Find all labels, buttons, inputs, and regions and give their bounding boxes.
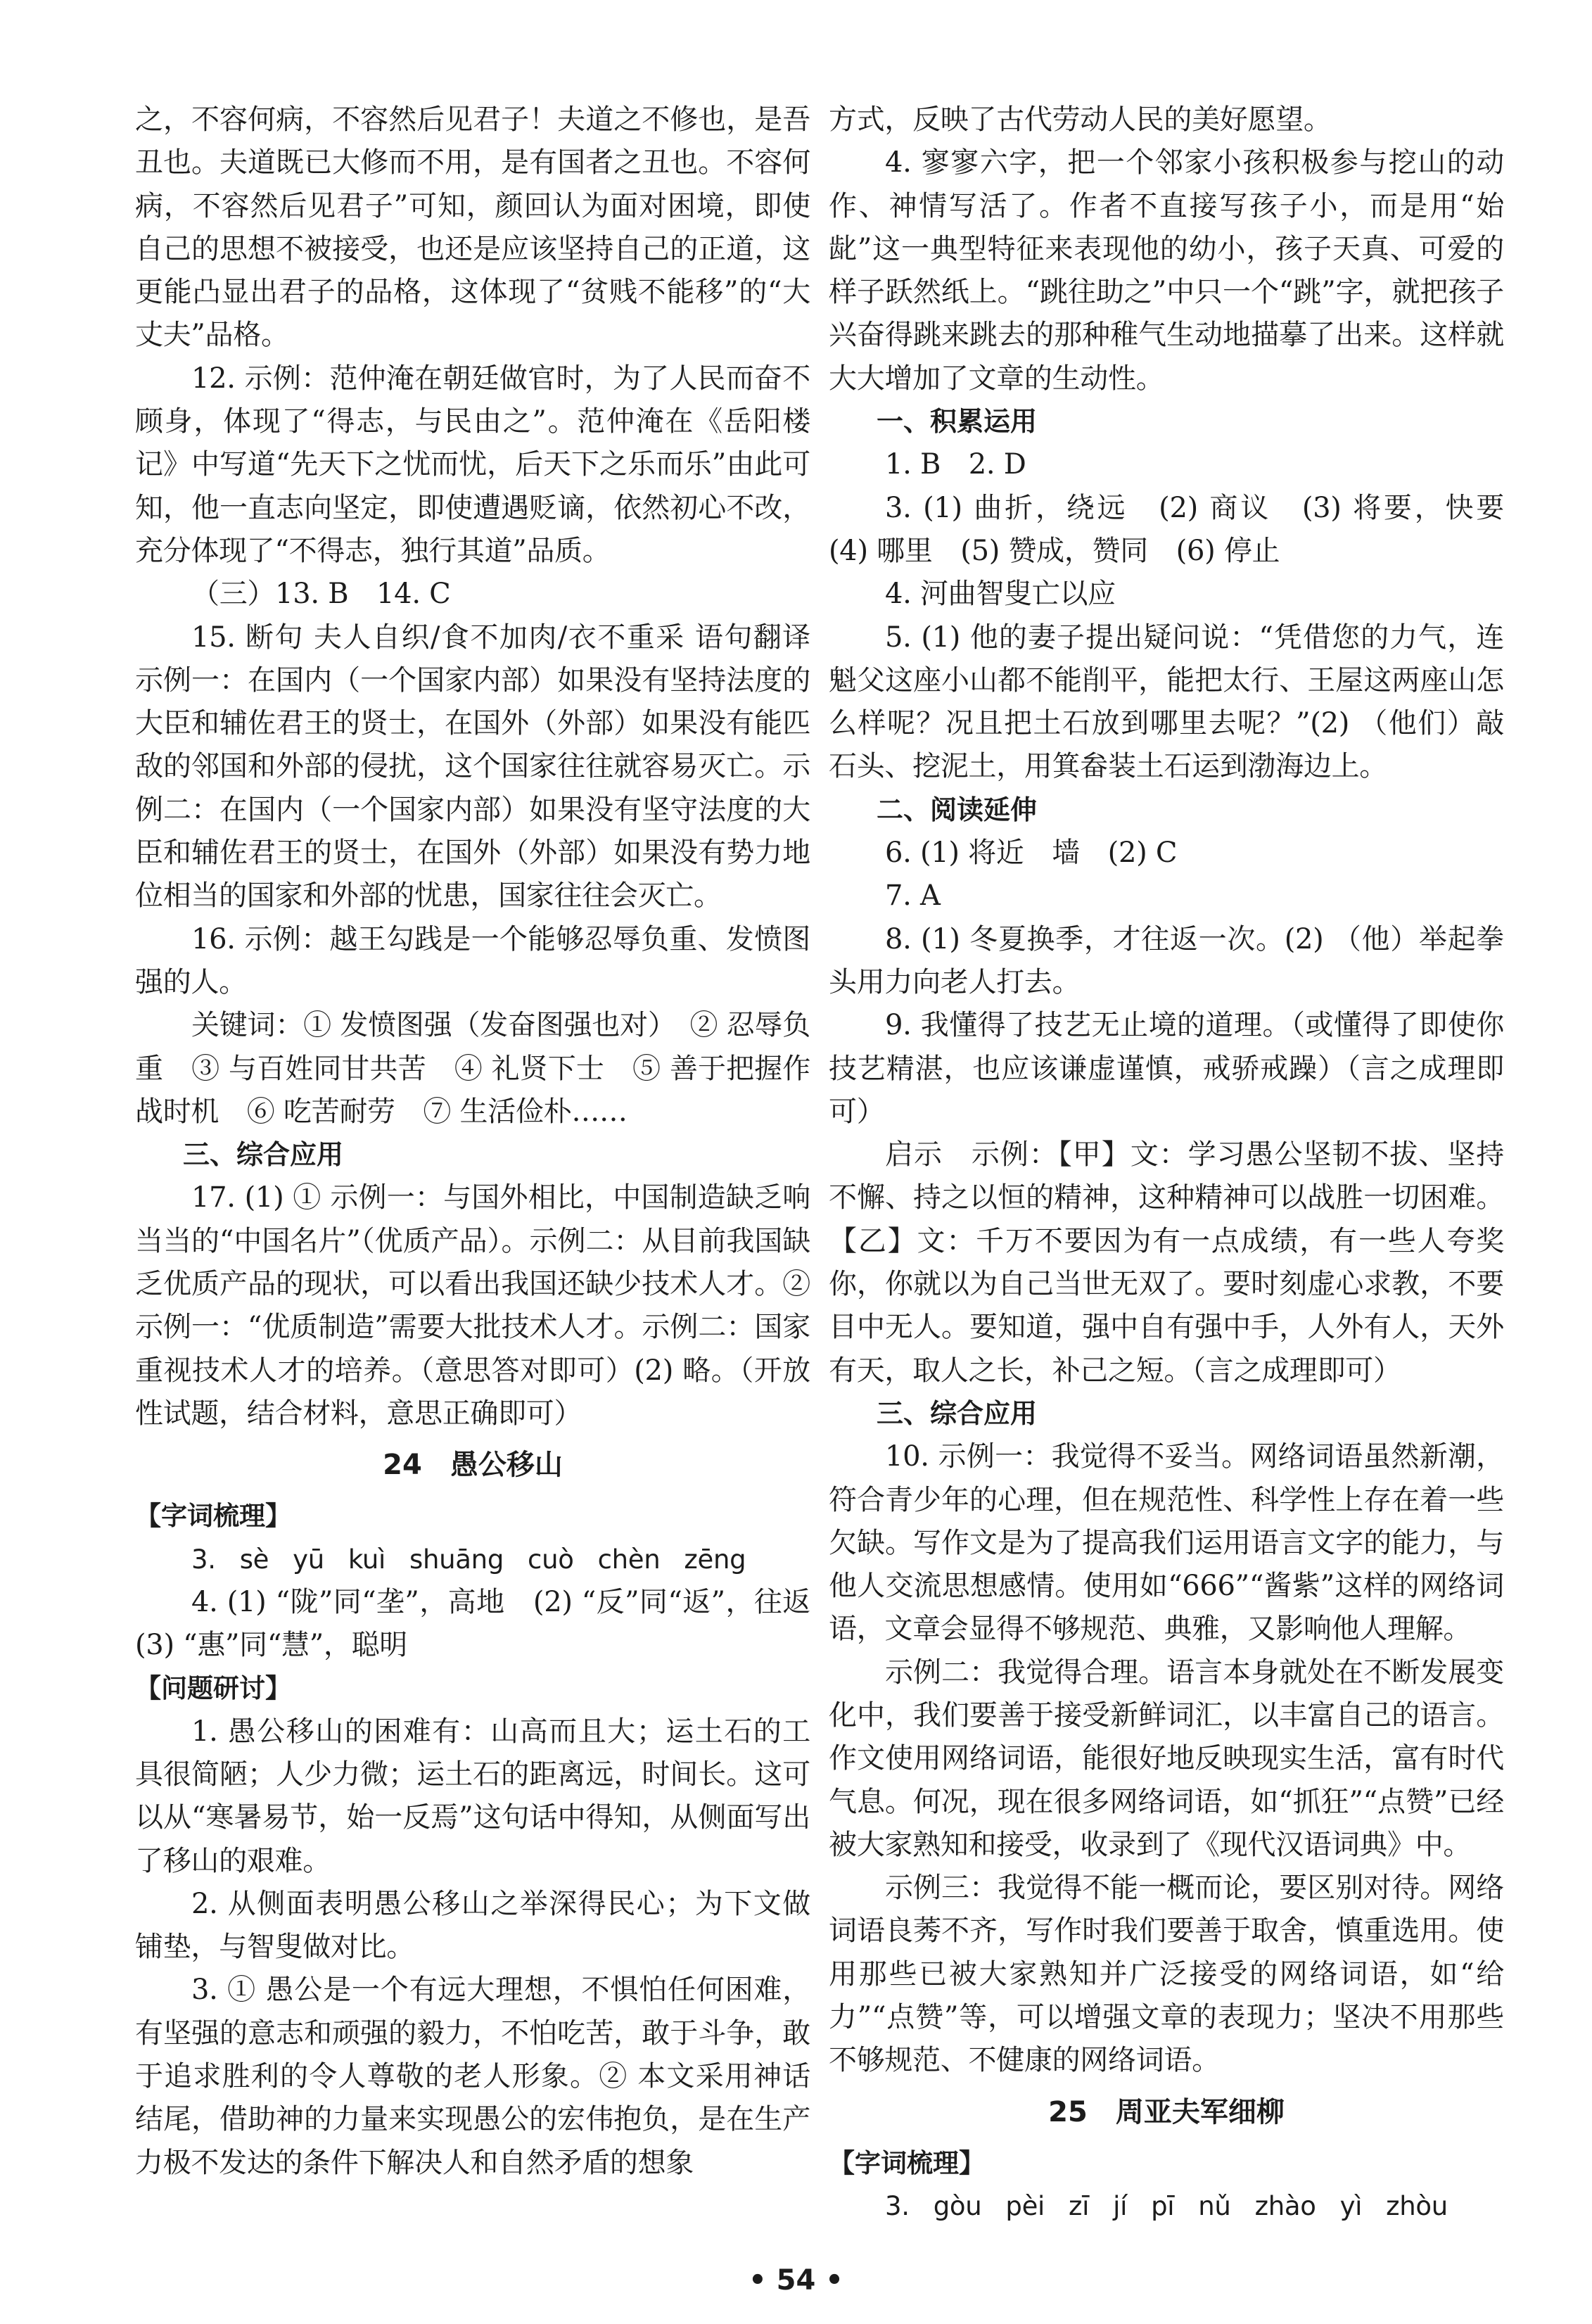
answer-paragraph: 9. 我懂得了技艺无止境的道理。（或懂得了即使你技艺精湛，也应该谦虚谨慎，戒骄戒躁）（言之成理即可） <box>829 1009 1504 1128</box>
subsection-heading: 【问题研讨】 <box>135 1673 291 1704</box>
answer-paragraph: 示例三：我觉得不能一概而论，要区别对待。网络词语良莠不齐，写作时我们要善于取舍，慎重选用。使用那些已被大家熟知并广泛接受的网络词语，如“给力”“点赞”等，可以增强文章的表现力；坚决不用那些不够规范、不健康的网络词语。 <box>829 1872 1504 2077</box>
answer-paragraph: 10. 示例一：我觉得不妥当。网络词语虽然新潮，符合青少年的心理，但在规范性、科学性上存在着一些欠缺。写作文是为了提高我们运用语言文字的能力，与他人交流思想感情。使用如“666”“酱紫”这样的网络词语，文章会显得不够规范、典雅，又影响他人理解。 <box>829 1440 1504 1646</box>
right-column <box>829 99 1532 2228</box>
section-heading: 一、积累运用 <box>877 406 1038 438</box>
answer-paragraph: 之，不容何病，不容然后见君子！夫道之不修也，是吾丑也。夫道既已大修而不用，是有国者之丑也。不容何病，不容然后见君子”可知，颜回认为面对困境，即使自己的思想不被接受，也还是应该坚持自己的正道，这更能凸显出君子的品格，这体现了“贫贱不能移”的“大丈夫”品格。 <box>135 103 810 352</box>
pinyin-item: pī <box>1151 2190 1175 2221</box>
answer-paragraph: 17. (1) ① 示例一：与国外相比，中国制造缺乏响当当的“中国名片”（优质产品）。示例二：从目前我国缺乏优质产品的现状，可以看出我国还缺少技术人才。② 示例一：“优质制造”需要大批技术人才。示例二：国家重视技术人才的培养。（意思答对即可）(2) 略。（开放性试题，结合材料，意思正确即可） <box>135 1181 810 1430</box>
pinyin-item: shuāng <box>409 1544 504 1575</box>
pinyin-item: cuò <box>528 1544 574 1575</box>
pinyin-item: sè <box>239 1544 269 1575</box>
answer-paragraph: 5. (1) 他的妻子提出疑问说：“凭借您的力气，连魁父这座小山都不能削平，能把太行、王屋这两座山怎么样呢？况且把土石放到哪里去呢？”(2) （他们）敲石头、挖泥土，用箕畚装土石运到渤海边上。 <box>829 621 1504 783</box>
pinyin-item: pèi <box>1005 2190 1045 2221</box>
lesson-title: 24 愚公移山 <box>383 1449 563 1482</box>
answer-paragraph: 15. 断句 夫人自织/食不加肉/衣不重采 语句翻译 示例一：在国内（一个国家内部）如果没有坚持法度的大臣和辅佐君王的贤士，在国外（外部）如果没有能匹敌的邻国和外部的侵扰，这个国家往往就容易灭亡。示例二：在国内（一个国家内部）如果没有坚守法度的大臣和辅佐君王的贤士，在国外（外部）如果没有势力地位相当的国家和外部的忧患，国家往往会灭亡。 <box>135 621 810 913</box>
answer-paragraph: 4. (1) “陇”同“垄”，高地 (2) “反”同“返”，往返 (3) “惠”同“慧”，聪明 <box>135 1585 839 1662</box>
pinyin-item: chèn <box>597 1544 661 1575</box>
answer-paragraph: 2. 从侧面表明愚公移山之举深得民心；为下文做铺垫，与智叟做对比。 <box>135 1887 810 1964</box>
lesson-title: 25 周亚夫军细柳 <box>1048 2095 1285 2128</box>
answer-paragraph: 4. 河曲智叟亡以应 <box>885 578 1116 611</box>
section-heading: 三、综合应用 <box>183 1139 344 1171</box>
pinyin-answer-line <box>135 1538 810 1581</box>
subsection-heading: 【字词梳理】 <box>829 2147 985 2178</box>
answer-paragraph: 12. 示例：范仲淹在朝廷做官时，为了人民而奋不顾身，体现了“得志，与民由之”。范仲淹在《岳阳楼记》中写道“先天下之忧而忧，后天下之乐而乐”由此可知，他一直志向坚定，即使遭遇贬谪，依然初心不改，充分体现了“不得志，独行其道”品质。 <box>135 362 810 567</box>
answer-paragraph: 启示 示例：【甲】文：学习愚公坚韧不拔、坚持不懈、持之以恒的精神，这种精神可以战胜一切困难。【乙】文：千万不要因为有一点成绩，有一些人夸奖你，你就以为自己当世无双了。要时刻虚心求教，不要目中无人。要知道，强中自有强中手，人外有人，天外有天，取人之长，补己之短。（言之成理即可） <box>829 1138 1504 1387</box>
question-number: 3. <box>885 2190 910 2221</box>
subsection-heading: 【字词梳理】 <box>135 1501 291 1532</box>
pinyin-item: yū <box>293 1544 324 1575</box>
answer-paragraph: 6. (1) 将近 墙 (2) C <box>885 837 1178 870</box>
pinyin-item: zēng <box>684 1544 746 1575</box>
answer-paragraph: 4. 寥寥六字，把一个邻家小孩积极参与挖山的动作、神情写活了。作者不直接写孩子小，而是用“始龀”这一典型特征来表现他的幼小，孩子天真、可爱的样子跃然纸上。“跳往助之”中只一个“跳”字，就把孩子兴奋得跳来跳去的那种稚气生动地描摹了出来。这样就大大增加了文章的生动性。 <box>829 146 1504 395</box>
question-number: 3. <box>191 1544 216 1575</box>
page-number: • 54 • <box>749 2264 843 2297</box>
section-heading: 二、阅读延伸 <box>877 794 1038 825</box>
section-heading: 三、综合应用 <box>877 1397 1038 1429</box>
pinyin-item: zī <box>1069 2190 1090 2221</box>
answer-paragraph: 1. 愚公移山的困难有：山高而且大；运土石的工具很简陋；人少力微；运土石的距离远，时间长。这可以从“寒暑易节，始一反焉”这句话中得知，从侧面写出了移山的艰难。 <box>135 1715 810 1877</box>
answer-paragraph: 3. (1) 曲折，绕远 (2) 商议 (3) 将要，快要 (4) 哪里 (5) 赞成，赞同 (6) 停止 <box>829 491 1532 567</box>
answer-paragraph: 16. 示例：越王勾践是一个能够忍辱负重、发愤图强的人。 <box>135 922 810 998</box>
answer-paragraph: 1. B 2. D <box>885 448 1026 481</box>
left-column <box>135 99 839 2185</box>
pinyin-item: nǔ <box>1198 2190 1231 2221</box>
pinyin-item: jí <box>1113 2190 1128 2221</box>
pinyin-answer-line <box>829 2185 1504 2228</box>
answer-paragraph: （三）13. B 14. C <box>191 578 451 611</box>
answer-paragraph: 关键词：① 发愤图强（发奋图强也对） ② 忍辱负重 ③ 与百姓同甘共苦 ④ 礼贤下士 ⑤ 善于把握作战时机 ⑥ 吃苦耐劳 ⑦ 生活俭朴…… <box>135 1009 810 1128</box>
answer-paragraph: 3. ① 愚公是一个有远大理想，不惧怕任何困难，有坚强的意志和顽强的毅力，不怕吃苦，敢于斗争，敢于追求胜利的令人尊敬的老人形象。② 本文采用神话结尾，借助神的力量来实现愚公的宏伟抱负，是在生产力极不发达的条件下解决人和自然矛盾的想象 <box>135 1974 810 2179</box>
answer-paragraph: 方式，反映了古代劳动人民的美好愿望。 <box>829 103 1332 136</box>
pinyin-item: zhào <box>1254 2190 1316 2221</box>
pinyin-item: yì <box>1339 2190 1363 2221</box>
pinyin-item: gòu <box>933 2190 982 2221</box>
answer-paragraph: 7. A <box>885 880 941 913</box>
pinyin-item: kuì <box>348 1544 386 1575</box>
answer-paragraph: 示例二：我觉得合理。语言本身就处在不断发展变化中，我们要善于接受新鲜词汇，以丰富自己的语言。作文使用网络词语，能很好地反映现实生活，富有时代气息。何况，现在很多网络词语，如“抓狂”“点赞”已经被大家熟知和接受，收录到了《现代汉语词典》中。 <box>829 1656 1504 1861</box>
pinyin-item: zhòu <box>1386 2190 1448 2221</box>
answer-paragraph: 8. (1) 冬夏换季，才往返一次。(2) （他）举起拳头用力向老人打去。 <box>829 922 1504 998</box>
